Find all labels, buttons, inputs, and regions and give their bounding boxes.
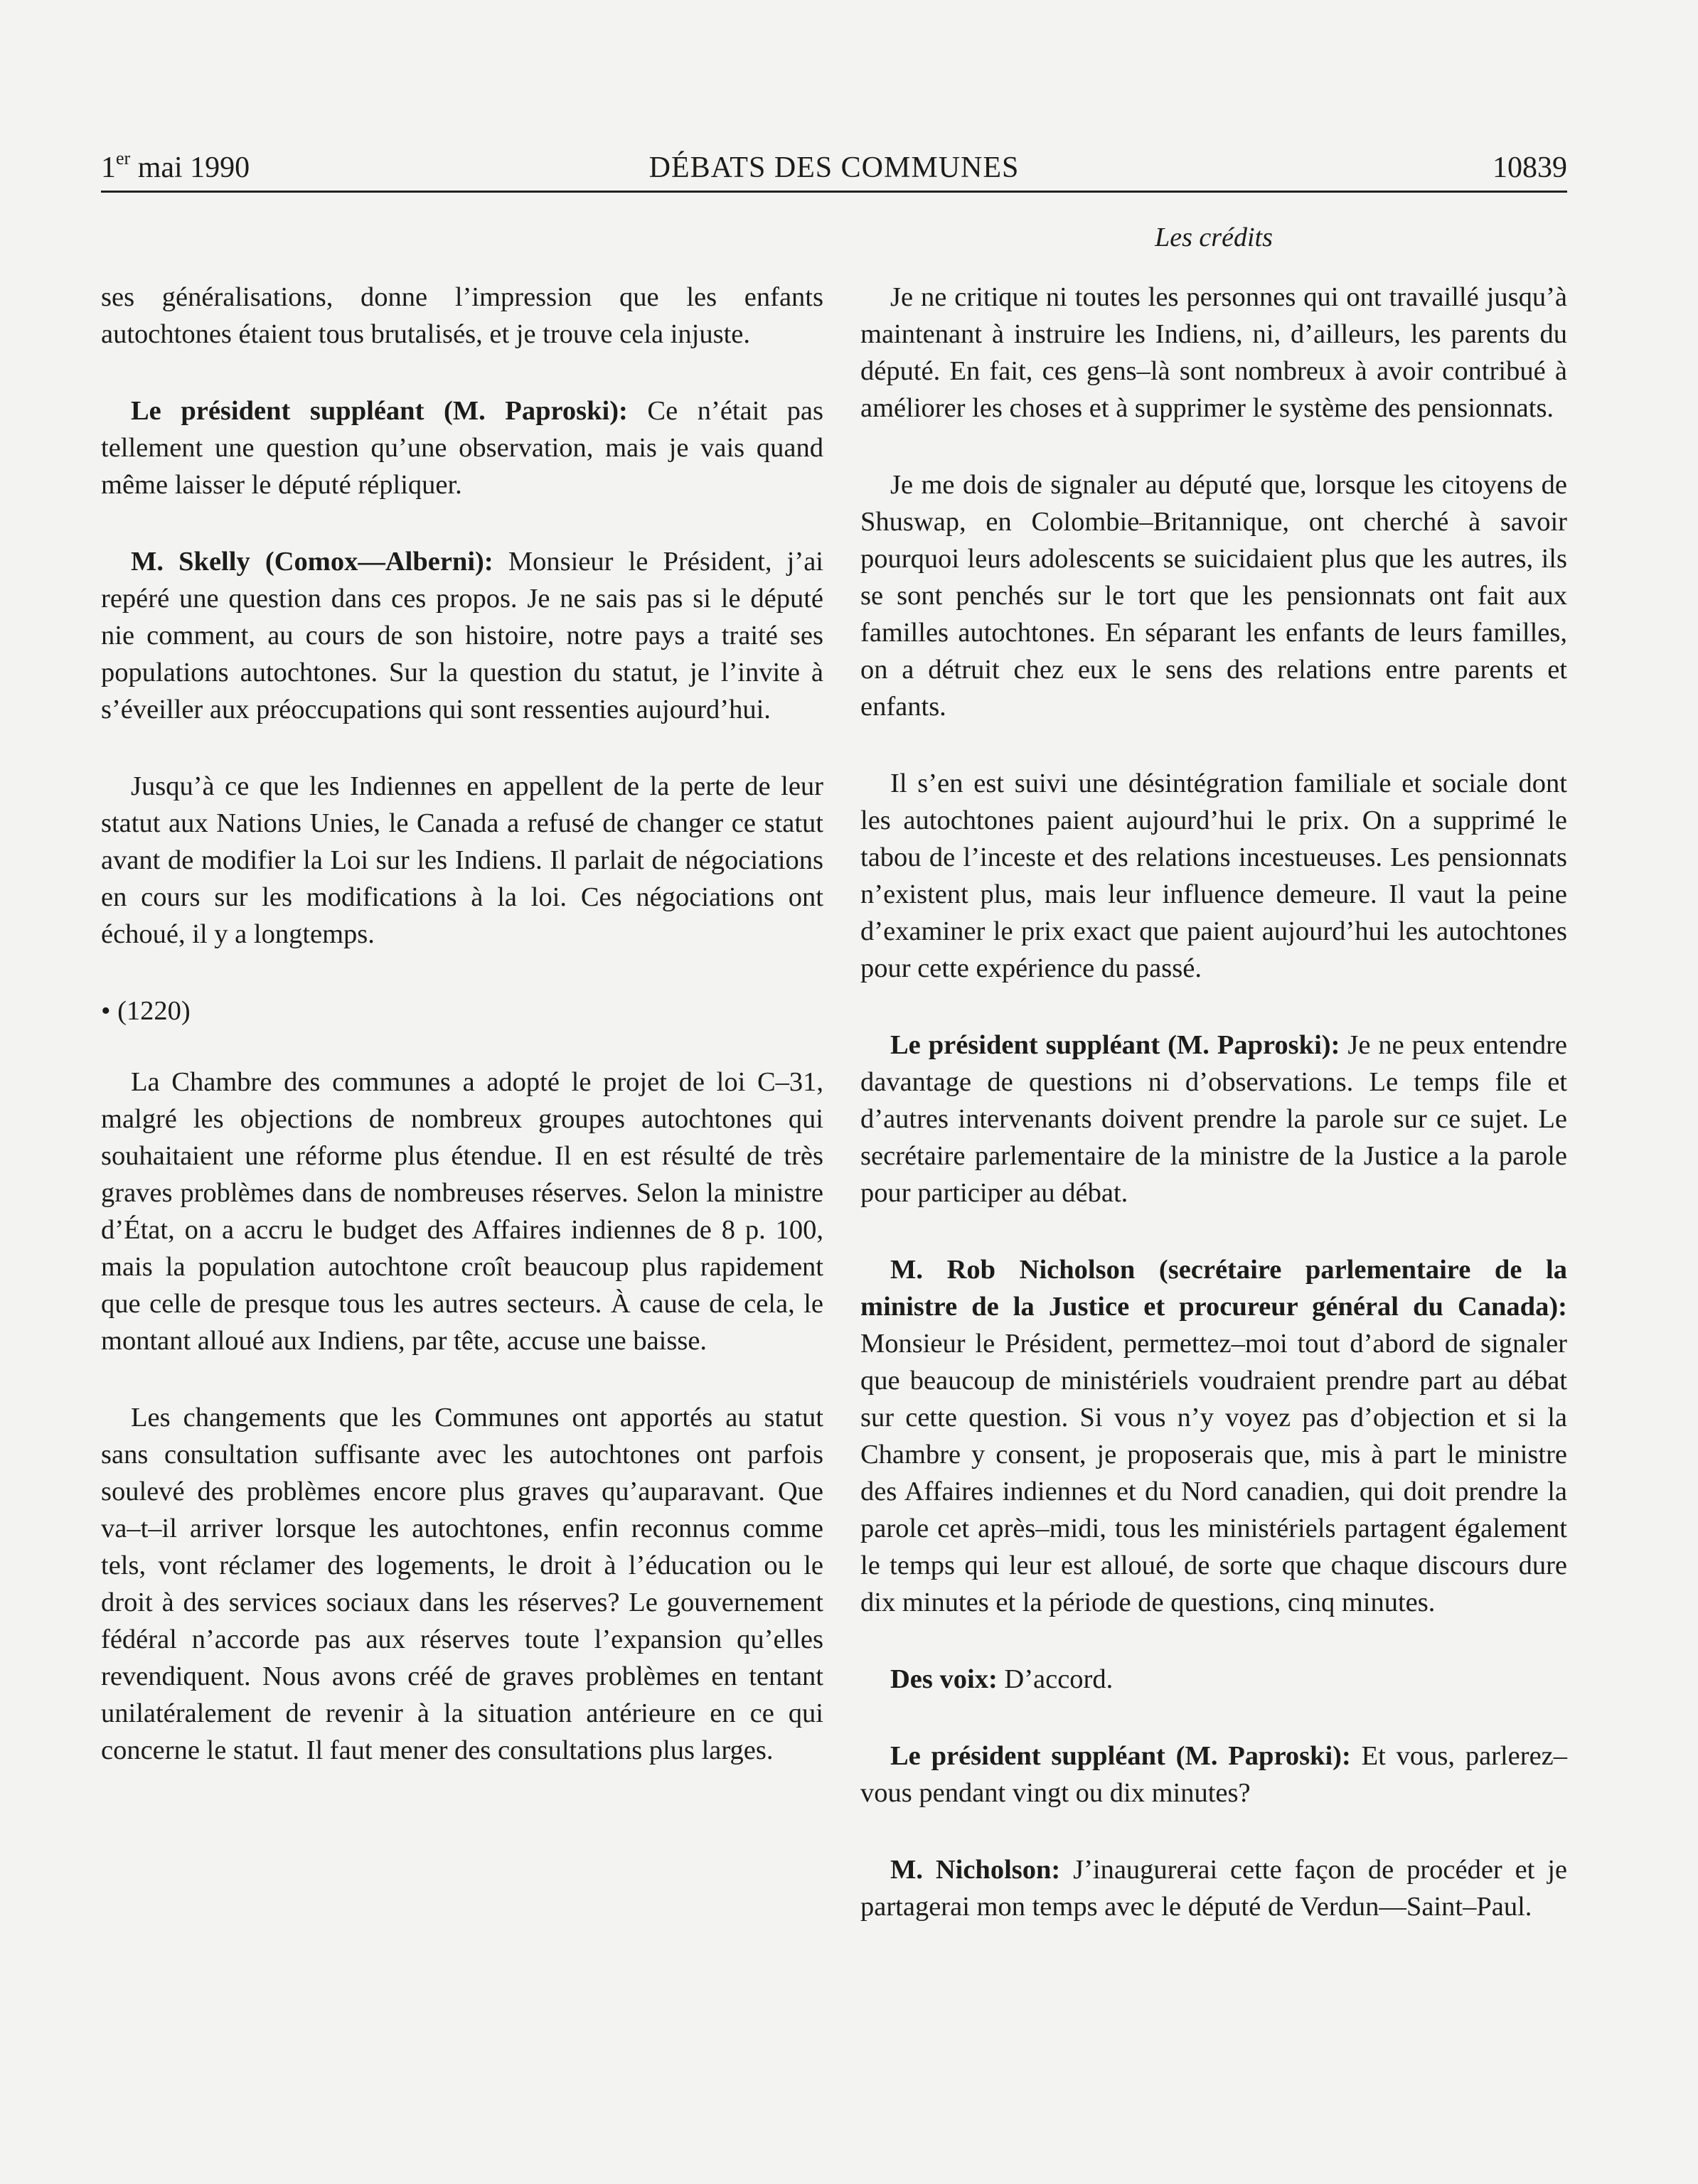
speaker-name: Le président suppléant (M. Paproski): xyxy=(890,1030,1340,1060)
paragraph: M. Rob Nicholson (secrétaire parlementaire de la ministre de la Justice et procureur général du Canada): Monsieur le Président, permettez–moi tout d’abord de signaler que beaucoup de ministériels voudraient prendre part au débat sur cette question. Si vous n’y voyez pas d’objection et si la Chambre y consent, je proposerais que, mis à part le ministre des Affaires indiennes et du Nord canadien, qui doit prendre la parole cet après–midi, tous les ministériels partagent également le temps qui leur est alloué, de sorte que chaque discours dure dix minutes et la période de questions, cinq minutes. xyxy=(860,1255,1567,1617)
paragraph: La Chambre des communes a adopté le projet de loi C–31, malgré les objections de nombreux groupes autochtones qui souhaitaient une réforme plus étendue. Il en est résulté de très graves problèmes dans de nombreuses réserves. Selon la ministre d’État, on a accru le budget des Affaires indiennes de 8 p. 100, mais la population autochtone croît beaucoup plus rapidement que celle de presque tous les autres secteurs. À cause de cela, le montant alloué aux Indiens, par tête, accuse une baisse. xyxy=(101,1067,823,1356)
journal-title: DÉBATS DES COMMUNES xyxy=(648,151,1020,184)
paragraph: Des voix: D’accord. xyxy=(890,1664,1114,1694)
speaker-name: M. Skelly (Comox—Alberni): xyxy=(131,547,493,577)
paragraph: Le président suppléant (M. Paproski): Et vous, parlerez–vous pendant vingt ou dix minutes? xyxy=(860,1741,1568,1808)
paragraph: M. Skelly (Comox—Alberni): Monsieur le Président, j’ai repéré une question dans ces propos. Je ne sais pas si le député nie comment, au cours de son histoire, notre pays a traité ses populations autochtones. Sur la question du statut, je l’invite à s’éveiller aux préoccupations qui sont ressenties aujourd’hui. xyxy=(101,547,823,724)
right-column xyxy=(860,279,1567,1965)
speaker-name: Des voix: xyxy=(890,1664,998,1694)
paragraph: Le président suppléant (M. Paproski): Ce n’était pas tellement une question qu’une observation, mais je vais quand même laisser le député répliquer. xyxy=(101,396,823,500)
left-column xyxy=(101,279,823,1809)
paragraph: Les changements que les Communes ont apportés au statut sans consultation suffisante avec les autochtones ont parfois soulevé des problèmes encore plus graves qu’auparavant. Que va–t–il arriver lorsque les autochtones, enfin reconnus comme tels, vont réclamer des logements, le droit à l’éducation ou le droit à des services sociaux dans les réserves? Le gouvernement fédéral n’accorde pas aux réserves toute l’expansion qu’elles revendiquent. Nous avons créé de graves problèmes en tentant unilatéralement de revenir à la situation antérieure en ce qui concerne le statut. Il faut mener des consultations plus larges. xyxy=(101,1403,823,1765)
paragraph: Il s’en est suivi une désintégration familiale et sociale dont les autochtones paient aujourd’hui le prix. On a supprimé le tabou de l’inceste et des relations incestueuses. Les pensionnats n’existent plus, mais leur influence demeure. Il vaut la peine d’examiner le prix exact que paient aujourd’hui les autochtones pour cette expérience du passé. xyxy=(860,769,1567,983)
time-marker: • (1220) xyxy=(101,996,191,1026)
section-title: Les crédits xyxy=(1155,223,1273,252)
header-date: 1er mai 1990 xyxy=(101,148,250,184)
paragraph: Je ne critique ni toutes les personnes qui ont travaillé jusqu’à maintenant à instruire les Indiens, ni, d’ailleurs, les parents du député. En fait, ces gens–là sont nombreux à avoir contribué à améliorer les choses et à supprimer le système des pensionnats. xyxy=(860,282,1567,423)
page-number: 10839 xyxy=(1493,151,1567,184)
paragraph: ses généralisations, donne l’impression que les enfants autochtones étaient tous brutalisés, et je trouve cela injuste. xyxy=(101,282,823,349)
page-header xyxy=(101,148,1567,193)
speaker-name: Le président suppléant (M. Paproski): xyxy=(131,396,628,426)
speaker-name: M. Rob Nicholson (secrétaire parlementaire de la ministre de la Justice et procureur général du Canada): xyxy=(860,1255,1567,1322)
paragraph: Jusqu’à ce que les Indiennes en appellent de la perte de leur statut aux Nations Unies, le Canada a refusé de changer ce statut avant de modifier la Loi sur les Indiens. Il parlait de négociations en cours sur les modifications à la loi. Ces négociations ont échoué, il y a longtemps. xyxy=(101,771,823,949)
speaker-name: Le président suppléant (M. Paproski): xyxy=(890,1741,1351,1771)
speaker-name: M. Nicholson: xyxy=(890,1855,1061,1885)
paragraph: Je me dois de signaler au député que, lorsque les citoyens de Shuswap, en Colombie–Britannique, ont cherché à savoir pourquoi leurs adolescents se suicidaient plus que les autres, ils se sont penchés sur le tort que les pensionnats ont fait aux familles autochtones. En séparant les enfants de leurs familles, on a détruit chez eux le sens des relations entre parents et enfants. xyxy=(860,470,1567,722)
paragraph: M. Nicholson: J’inaugurerai cette façon de procéder et je partagerai mon temps avec le député de Verdun—Saint–Paul. xyxy=(860,1855,1568,1922)
paragraph: Le président suppléant (M. Paproski): Je ne peux entendre davantage de questions ni d’observations. Le temps file et d’autres intervenants doivent prendre la parole sur ce sujet. Le secrétaire parlementaire de la ministre de la Justice a la parole pour participer au débat. xyxy=(860,1030,1567,1208)
